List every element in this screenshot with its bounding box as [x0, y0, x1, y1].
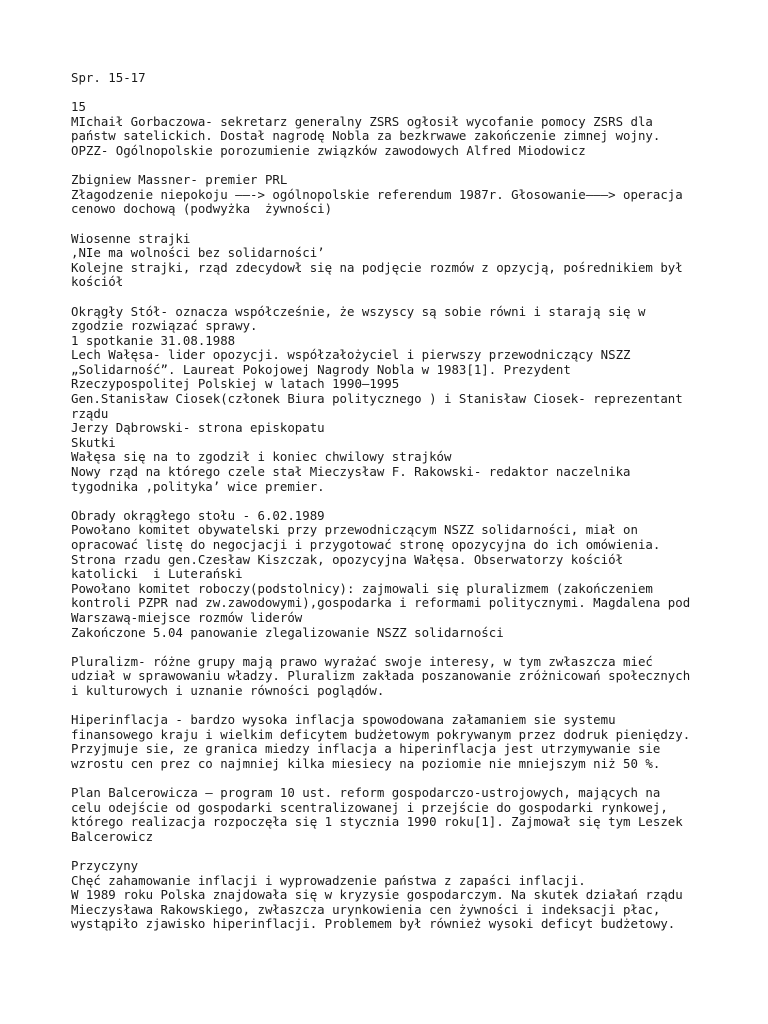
text-line: Zbigniew Massner- premier PRL	[71, 172, 288, 188]
text-line: Strona rzadu gen.Czesław Kiszczak, opozycyjna Wałęsa. Obserwatorzy kościół	[71, 551, 624, 567]
text-line: 1 spotkanie 31.08.1988	[71, 332, 236, 348]
text-line: Zakończone 5.04 panowanie zlegalizowanie NSZZ solidarności	[71, 624, 504, 640]
blank-line	[71, 844, 731, 859]
document-header: Spr. 15-17	[71, 70, 146, 85]
text-line: udział w sprawowaniu władzy. Pluralizm zakłada poszanowanie zróżnicowań społecznych	[71, 668, 691, 684]
text-line: tygodnika ‚polityka’ wice premier.	[71, 478, 325, 494]
text-line: Chęć zahamowanie inflacji i wyprowadzenie państwa z zapaści inflacji.	[71, 872, 586, 888]
text-line: kontroli PZPR nad zw.zawodowymi),gospodarka i reformami politycznymi. Magdalena pod	[71, 595, 691, 611]
text-line: Mieczysława Rakowskiego, zwłaszcza urynkowienia cen żywności i indeksacji płac,	[71, 901, 661, 917]
blank-line	[71, 699, 731, 714]
text-line: ‚NIe ma wolności bez solidarności’	[71, 245, 325, 261]
blank-line	[71, 159, 731, 174]
text-line: Jerzy Dąbrowski- strona episkopatu	[71, 420, 325, 436]
blank-line	[71, 640, 731, 655]
text-line: Okrągły Stół- oznacza współcześnie, że wszyscy są sobie równi i starają się w	[71, 303, 646, 319]
text-line: Złagodzenie niepokoju ——-> ogólnopolskie referendum 1987r. Głosowanie———> operacja	[71, 186, 683, 202]
document-lines	[71, 100, 731, 932]
text-line: Obrady okrągłego stołu - 6.02.1989	[71, 507, 325, 523]
text-line: Pluralizm- różne grupy mają prawo wyrażać swoje interesy, w tym zwłaszcza mieć	[71, 653, 653, 669]
text-line: „Solidarność”. Laureat Pokojowej Nagrody Nobla w 1983[1]. Prezydent	[71, 361, 571, 377]
text-line: Przyjmuje sie, ze granica miedzy inflacja a hiperinflacja jest utrzymywanie sie	[71, 741, 661, 757]
blank-line	[71, 290, 731, 305]
text-line: katolicki i Luterański	[71, 566, 243, 582]
text-line: kościół	[71, 274, 124, 290]
text-line: wystąpiło zjawisko hiperinflacji. Problemem był również wysoki deficyt budżetowy.	[71, 916, 676, 932]
text-line: Powołano komitet roboczy(podstolnicy): zajmowali się pluralizmem (zakończeniem	[71, 580, 653, 596]
blank-line	[71, 86, 731, 101]
text-line: OPZZ- Ogólnopolskie porozumienie związków zawodowych Alfred Miodowicz	[71, 142, 586, 158]
text-line: zgodzie rozwiązać sprawy.	[71, 318, 258, 334]
text-line: rządu	[71, 405, 109, 421]
text-line: Kolejne strajki, rząd zdecydowł się na podjęcie rozmów z opzycją, pośrednikiem był	[71, 259, 683, 275]
text-line: Lech Wałęsa- lider opozycji. współzałożyciel i pierwszy przewodniczący NSZZ	[71, 347, 631, 363]
text-line: państw satelickich. Dostał nagrodę Nobla za bezkrwawe zakończenie zimnej wojny.	[71, 128, 661, 144]
text-line: finansowego kraju i wielkim deficytem budżetowym pokrywanym przez dodruk pieniędzy.	[71, 726, 691, 742]
text-line: którego realizacja rozpoczęła się 1 stycznia 1990 roku[1]. Zajmował się tym Leszek	[71, 814, 683, 830]
text-line: Gen.Stanisław Ciosek(członek Biura politycznego ) i Stanisław Ciosek- reprezentant	[71, 391, 683, 407]
text-line: Wałęsa się na to zgodził i koniec chwilowy strajków	[71, 449, 452, 465]
text-line: Rzeczypospolitej Polskiej w latach 1990–1995	[71, 376, 400, 392]
text-line: cenowo dochową (podwyżka żywności)	[71, 201, 333, 217]
text-line: W 1989 roku Polska znajdowała się w kryzysie gospodarczym. Na skutek działań rządu	[71, 887, 683, 903]
text-line: Warszawą-miejsce rozmów liderów	[71, 609, 303, 625]
text-line: Powołano komitet obywatelski przy przewodniczącym NSZZ solidarności, miał on	[71, 522, 638, 538]
text-line: Plan Balcerowicza – program 10 ust. reform gospodarczo-ustrojowych, mających na	[71, 785, 661, 801]
document-body	[71, 71, 731, 932]
blank-line	[71, 494, 731, 509]
blank-line	[71, 217, 731, 232]
text-line: Balcerowicz	[71, 828, 154, 844]
text-line: Przyczyny	[71, 858, 139, 874]
text-line: Skutki	[71, 434, 116, 450]
blank-line	[71, 772, 731, 787]
text-line: opracować listę do negocjacji i przygotować stronę opozycyjna do ich omówienia.	[71, 537, 661, 552]
text-line: Nowy rząd na którego czele stał Mieczysław F. Rakowski- redaktor naczelnika	[71, 464, 631, 480]
text-line: wzrostu cen prez co najmniej kilka miesiecy na poziomie nie mniejszym niż 50 %.	[71, 755, 661, 771]
text-line: i kulturowych i uznanie równości poglądów.	[71, 682, 385, 698]
text-line: celu odejście od gospodarki scentralizowanej i przejście do gospodarki rynkowej,	[71, 799, 668, 815]
text-line: Hiperinflacja - bardzo wysoka inflacja spowodowana załamaniem sie systemu	[71, 712, 616, 728]
text-line: 15	[71, 99, 86, 115]
text-line: MIchaił Gorbaczowa- sekretarz generalny ZSRS ogłosił wycofanie pomocy ZSRS dla	[71, 113, 653, 129]
text-line: Wiosenne strajki	[71, 230, 191, 246]
